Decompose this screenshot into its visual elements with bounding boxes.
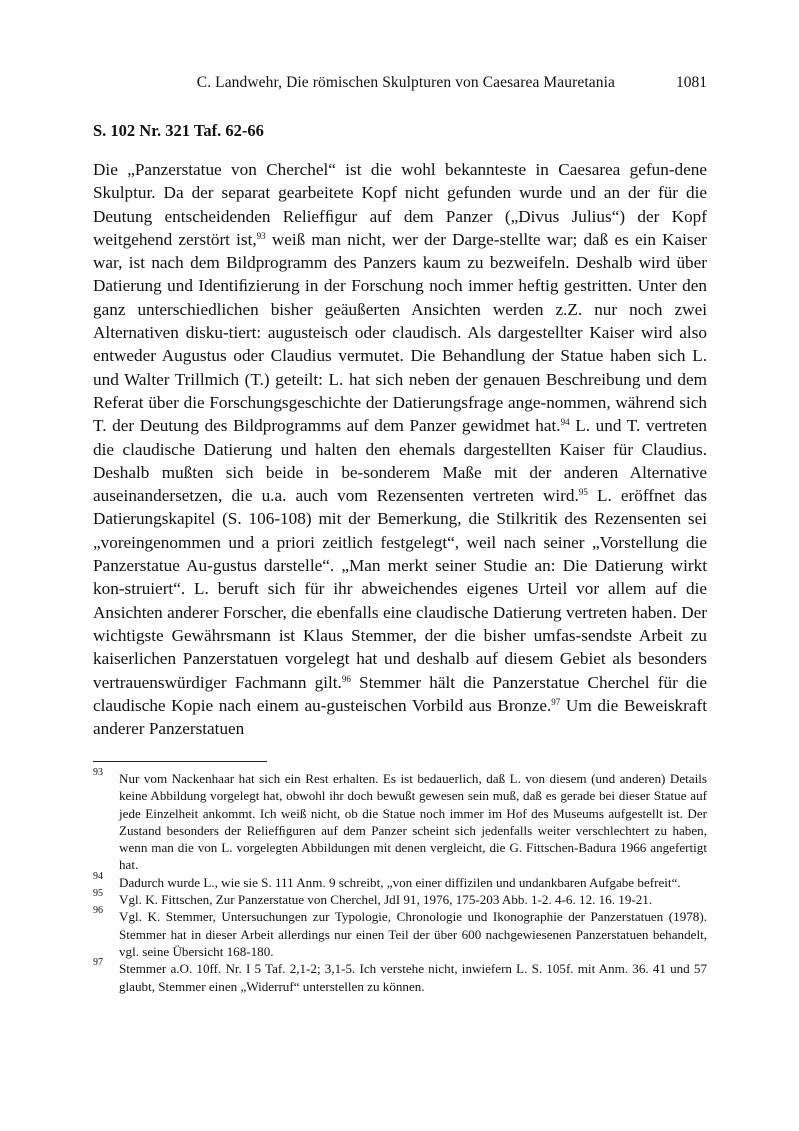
body-text-segment: Stemmer hält die Panzerstatue Cherchel für die claudische Kopie nach einem au-gusteischen Vorbild aus Bronze. xyxy=(93,672,707,715)
footnote-text: Nur vom Nackenhaar hat sich ein Rest erhalten. Es ist bedauerlich, daß L. von diesem (und anderen) Details keine Abbildung vorgelegt hat, obwohl ihr doch bewußt gewesen sein muß, daß es gerade bei dieser Statue auf jede Einzelheit ankommt. Ich weiß nicht, ob die Statue noch immer im Hof des Museums aufgestellt ist. Der Zustand besonders der Reliefﬁguren auf dem Panzer scheint sich jedenfalls weiter verschlechtert zu haben, wenn man die von L. vorgelegten Abbildungen mit denen vergleicht, die G. Fittschen-Badura 1966 angefertigt hat. xyxy=(119,771,707,873)
section-heading: S. 102 Nr. 321 Taf. 62-66 xyxy=(93,121,264,140)
footnote-reference[interactable]: 96 xyxy=(341,673,351,684)
footnotes xyxy=(93,767,707,995)
footnote xyxy=(93,888,707,908)
running-title: C. Landwehr, Die römischen Skulpturen von Caesarea Mauretania xyxy=(196,74,615,91)
body-text-segment: Um die Beweiskraft anderer Panzerstatuen xyxy=(93,695,707,739)
footnote xyxy=(93,957,707,995)
footnote-reference[interactable]: 93 xyxy=(256,230,266,241)
footnote-text: Stemmer a.O. 10ff. Nr. I 5 Taf. 2,1-2; 3,1-5. Ich verstehe nicht, inwiefern L. S. 105f. mit Anm. 36. 41 und 57 glaubt, Stemmer einen „Widerruf“ unterstellen zu können. xyxy=(119,961,707,994)
footnote-reference[interactable]: 94 xyxy=(560,417,570,428)
footnote xyxy=(93,767,707,874)
footnote-text: Vgl. K. Stemmer, Untersuchungen zur Typologie, Chronologie und Ikonographie der Panzerstatuen (1978). Stemmer hat in dieser Arbeit allerdings nur einen Teil der über 600 nachgewiesenen Panzerstatuen behandelt, vgl. seine Übersicht 168-180. xyxy=(119,909,707,959)
body-text-segment: L. und T. vertreten die claudische Datierung und halten den ehemals dargestellten Kaiser für Claudius. Deshalb mußten sich beide in be-sonderem Maße mit der anderen Alternative auseinandersetzen, die u.a. auch vom Rezensenten vertreten wird. xyxy=(93,416,707,506)
footnote-number: 95 xyxy=(93,888,103,900)
footnote-number: 97 xyxy=(93,957,103,969)
footnote-number: 94 xyxy=(93,870,103,882)
footnote-text: Dadurch wurde L., wie sie S. 111 Anm. 9 schreibt, „von einer diffizilen und undankbaren Aufgabe befreit“. xyxy=(119,874,681,890)
footnote-reference[interactable]: 97 xyxy=(551,696,561,707)
page-number: 1081 xyxy=(676,74,707,91)
body-text-segment: Die „Panzerstatue von Cherchel“ ist die wohl bekannteste in Caesarea gefun-dene Skulptur. Da der separat gearbeitete Kopf nicht gefunden wurde und an der für die Deutung entscheidenden Reliefﬁgur auf dem Panzer („Divus Julius“) der Kopf weitgehend zerstört ist, xyxy=(93,160,707,249)
footnote-separator xyxy=(93,761,267,762)
footnote-number: 96 xyxy=(93,905,103,917)
footnote-reference[interactable]: 95 xyxy=(578,487,588,498)
footnote-text: Vgl. K. Fittschen, Zur Panzerstatue von Cherchel, JdI 91, 1976, 175-203 Abb. 1-2. 4-6. 12. 16. 19-21. xyxy=(119,892,653,908)
footnote-number: 93 xyxy=(93,767,103,778)
body-text-segment: weiß man nicht, wer der Darge-stellte war; daß es ein Kaiser war, ist nach dem Bildprogramm des Panzers kaum zu bezweifeln. Deshalb wird über Datierung und Identiﬁzierung in der Forschung noch immer heftig gestritten. Unter den ganz unterschiedlichen bisher geäußerten Ansichten werden z.Z. nur noch zwei Alternativen disku-tiert: augusteisch oder claudisch. Als dargestellter Kaiser wird also entweder Augustus oder Claudius vermutet. Die Behandlung der Statue haben sich L. und Walter Trillmich (T.) geteilt: L. hat sich neben der genauen Beschreibung und dem Referat über die Forschungsgeschichte der Datierungsfrage ange-nommen, während sich T. der Deutung des Bildprogramms auf dem Panzer gewidmet hat. xyxy=(93,229,707,436)
body-text-segment: L. eröffnet das Datierungskapitel (S. 106-108) mit der Bemerkung, die Stilkritik des Rezensenten sei „voreingenommen und a priori zeitlich festgelegt“, weil nach seiner „Vorstellung die Panzerstatue Au-gustus darstelle“. „Man merkt seiner Studie an: Die Datierung wirkt kon-struiert“. L. beruft sich für ihr abweichendes eigenes Urteil vor allem auf die Ansichten anderer Forscher, die ebenfalls eine claudische Datierung vertreten haben. Der wichtigste Gewährsmann ist Klaus Stemmer, der die bisher umfas-sendste Arbeit zu kaiserlichen Panzerstatuen vorgelegt hat und deshalb auf diesem Gebiet als besonders vertrauenswürdiger Fachmann gilt. xyxy=(93,486,708,692)
body-paragraph xyxy=(93,158,707,740)
footnote xyxy=(93,905,707,960)
footnote xyxy=(93,870,707,891)
